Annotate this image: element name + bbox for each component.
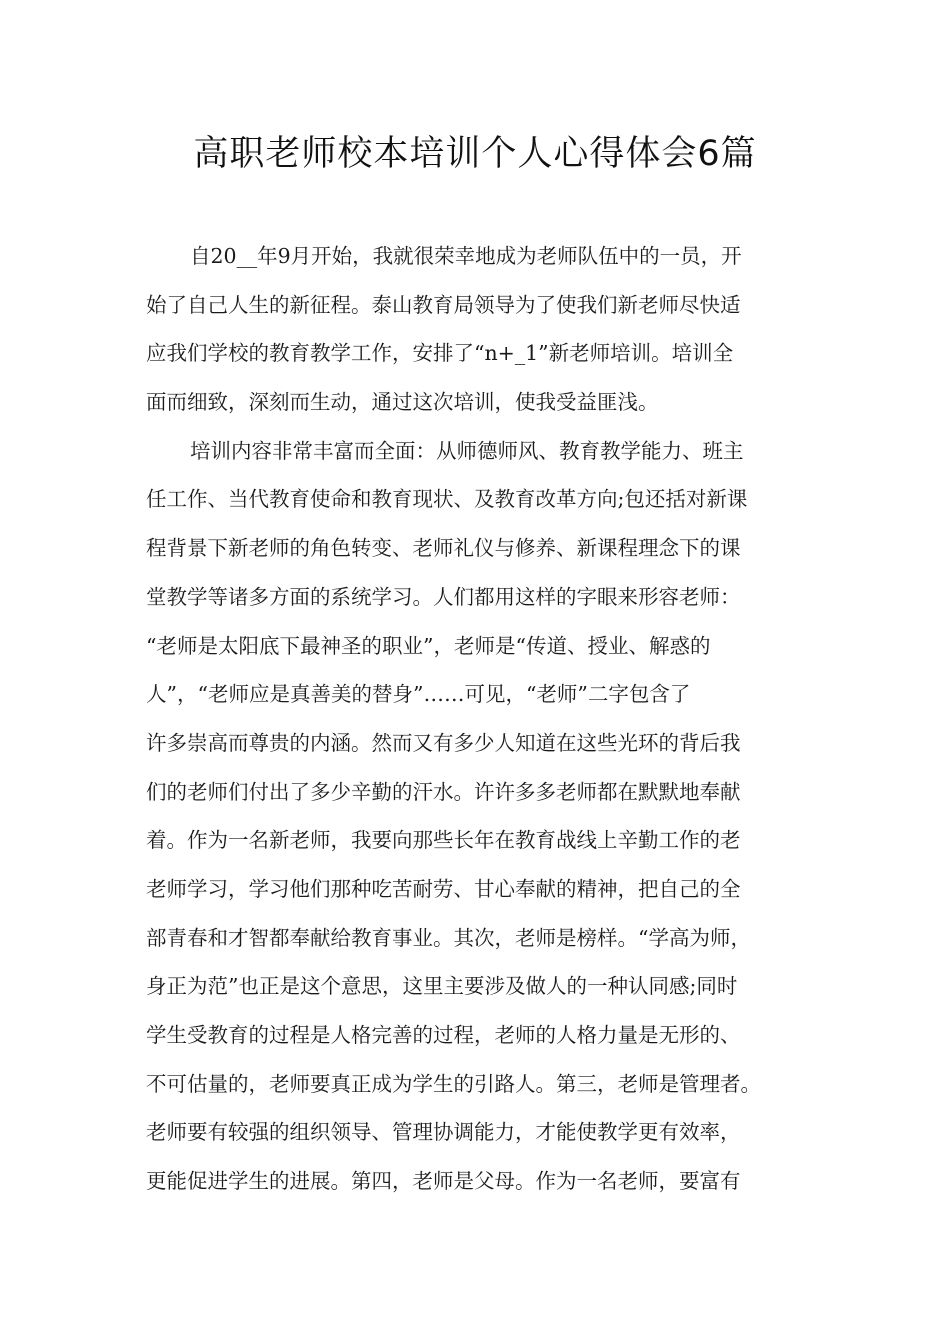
paragraph-2-line-4: 堂教学等诸多方面的系统学习。人们都用这样的字眼来形容老师： xyxy=(146,584,741,609)
paragraph-2-line-11: 部青春和才智都奉献给教育事业。其次，老师是榜样。“学高为师， xyxy=(146,925,751,950)
paragraph-2-line-15: 老师要有较强的组织领导、管理协调能力，才能使教学更有效率， xyxy=(146,1120,741,1145)
paragraph-2-line-8: 们的老师们付出了多少辛勤的汗水。许许多多老师都在默默地奉献 xyxy=(146,779,741,804)
paragraph-2-line-9: 着。作为一名新老师，我要向那些长年在教育战线上辛勤工作的老 xyxy=(146,828,741,853)
paragraph-2-line-12: 身正为范”也正是这个意思，这里主要涉及做人的一种认同感;同时 xyxy=(146,974,738,999)
paragraph-2-line-6: 人”，“老师应是真善美的替身”……可见，“老师”二字包含了 xyxy=(146,682,691,707)
document-body xyxy=(146,232,826,1206)
paragraph-2-line-10: 老师学习，学习他们那种吃苦耐劳、甘心奉献的精神，把自己的全 xyxy=(146,876,741,901)
paragraph-2-line-2: 任工作、当代教育使命和教育现状、及教育改革方向;包还括对新课 xyxy=(146,487,748,512)
paragraph-1-line-3: 应我们学校的教育教学工作，安排了“n+_1”新老师培训。培训全 xyxy=(146,341,734,366)
paragraph-1-line-4: 面而细致，深刻而生动，通过这次培训，使我受益匪浅。 xyxy=(146,390,659,415)
paragraph-2-line-13: 学生受教育的过程是人格完善的过程，老师的人格力量是无形的、 xyxy=(146,1023,741,1047)
paragraph-2-line-14: 不可估量的，老师要真正成为学生的引路人。第三，老师是管理者。 xyxy=(146,1071,761,1096)
paragraph-2-line-5: “老师是太阳底下最神圣的职业”，老师是“传道、授业、解惑的 xyxy=(146,633,711,658)
paragraph-2-line-3: 程背景下新老师的角色转变、老师礼仪与修养、新课程理念下的课 xyxy=(146,536,741,561)
paragraph-2-line-1: 培训内容非常丰富而全面：从师德师风、教育教学能力、班主 xyxy=(190,438,744,463)
paragraph-2-line-16: 更能促进学生的进展。第四，老师是父母。作为一名老师，要富有 xyxy=(146,1169,741,1194)
paragraph-2-line-7: 许多崇高而尊贵的内涵。然而又有多少人知道在这些光环的背后我 xyxy=(146,730,741,755)
document-title: 高职老师校本培训个人心得体会6篇 xyxy=(193,134,757,174)
paragraph-1-line-1: 自20__年9月开始，我就很荣幸地成为老师队伍中的一员，开 xyxy=(190,244,742,268)
paragraph-1-line-2: 始了自己人生的新征程。泰山教育局领导为了使我们新老师尽快适 xyxy=(146,292,741,317)
